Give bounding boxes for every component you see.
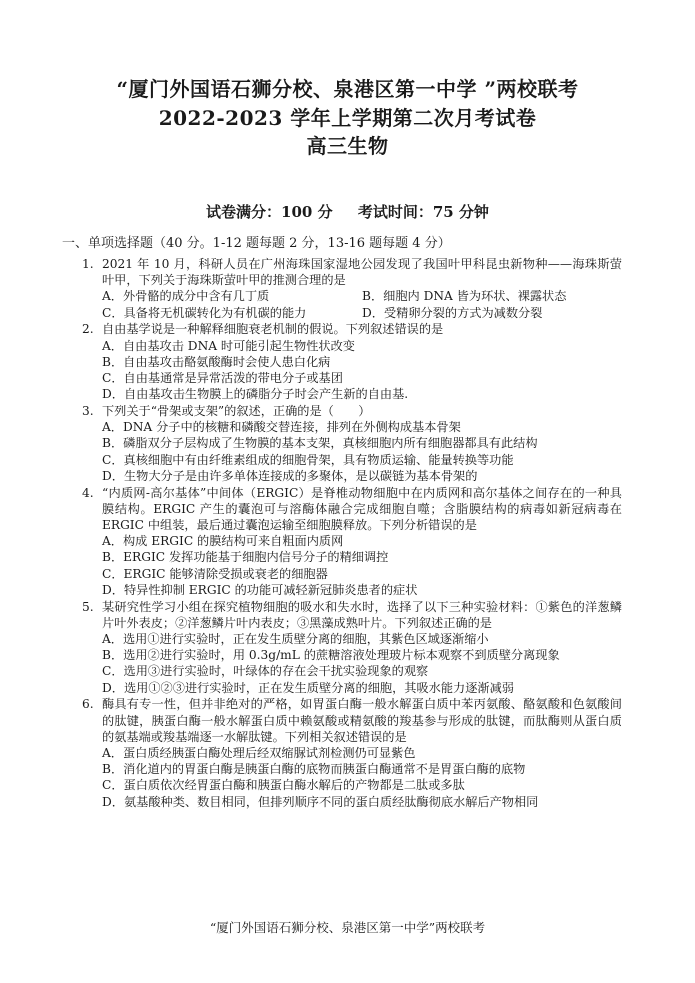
option-b: B．细胞内 DNA 皆为环状、裸露状态 [362, 289, 567, 304]
question-5 [62, 599, 622, 696]
question-list [62, 256, 622, 810]
question-stem: “内质网-高尔基体”中间体（ERGIC）是脊椎动物细胞中在内质网和高尔基体之间存在的一种具膜结构。ERGIC 产生的囊泡可与溶酶体融合完成细胞自噬；含脂膜结构的病毒如新冠病毒在 ERGIC 中组装，最后通过囊泡运输至细胞膜释放。下列分析错误的是 [102, 485, 622, 533]
option-d: D．选用①②③进行实验时，正在发生质壁分离的细胞，其吸水能力逐渐减弱 [102, 680, 514, 695]
option-b: B．消化道内的胃蛋白酶是胰蛋白酶的底物而胰蛋白酶通常不是胃蛋白酶的底物 [102, 762, 526, 777]
option-d: D．氨基酸种类、数目相同，但排列顺序不同的蛋白质经肽酶彻底水解后产物相同 [102, 794, 539, 809]
question-number: 6. [82, 697, 94, 712]
question-6 [62, 696, 622, 809]
option-d: D．生物大分子是由许多单体连接成的多聚体，是以碳链为基本骨架的 [102, 468, 478, 483]
exam-title-line-1: “厦门外国语石狮分校、泉港区第一中学 ”两校联考 [116, 77, 579, 101]
option-b: B．磷脂双分子层构成了生物膜的基本支架，真核细胞内所有细胞器都具有此结构 [102, 436, 538, 451]
option-d: D．自由基攻击生物膜上的磷脂分子时会产生新的自由基. [102, 387, 409, 402]
option-a: A．构成 ERGIC 的膜结构可来自粗面内质网 [102, 534, 344, 549]
option-a: A．选用①进行实验时，正在发生质壁分离的细胞，其紫色区域逐渐缩小 [102, 632, 489, 647]
option-a: A．DNA 分子中的核糖和磷酸交替连接，排列在外侧构成基本骨架 [102, 420, 461, 435]
option-b: B．自由基攻击酪氨酸酶时会使人患白化病 [102, 354, 331, 369]
question-stem: 某研究性学习小组在探究植物细胞的吸水和失水时，选择了以下三种实验材料：①紫色的洋葱鳞片叶外表皮；②洋葱鳞片叶内表皮；③黑藻成熟叶片。下列叙述正确的是 [102, 599, 622, 630]
option-list [102, 288, 622, 320]
exam-subject-title: 高三生物 [306, 134, 389, 158]
exam-meta [0, 202, 695, 222]
full-score: 试卷满分：100 分 [206, 203, 333, 221]
option-c: C．真核细胞中有由纤维素组成的细胞骨架，具有物质运输、能量转换等功能 [102, 452, 514, 467]
question-4 [62, 485, 622, 598]
option-list [102, 338, 622, 403]
option-list [102, 419, 622, 484]
question-number: 2. [82, 322, 94, 337]
option-c: C．具备将无机碳转化为有机碳的能力 [102, 305, 307, 320]
question-stem: 2021 年 10 月，科研人员在广州海珠国家湿地公园发现了我国叶甲科昆虫新物种——海珠斯萤叶甲，下列关于海珠斯萤叶甲的推测合理的是 [102, 257, 622, 288]
question-2 [62, 321, 622, 402]
option-list [102, 745, 622, 810]
page-footer: “厦门外国语石狮分校、泉港区第一中学”两校联考 [209, 920, 486, 935]
question-number: 3. [82, 404, 94, 419]
option-c: C．ERGIC 能够清除受损或衰老的细胞器 [102, 566, 328, 581]
option-d: D．受精卵分裂的方式为减数分裂 [362, 305, 543, 320]
option-c: C．选用③进行实验时，叶绿体的存在会干扰实验现象的观察 [102, 664, 429, 679]
question-number: 5. [82, 599, 94, 614]
question-number: 4. [82, 485, 94, 500]
option-a: A．外骨骼的成分中含有几丁质 [102, 289, 270, 304]
question-stem: 下列关于“骨架或支架”的叙述，正确的是（ ） [102, 404, 371, 419]
question-1 [62, 256, 622, 321]
option-b: B．选用②进行实验时，用 0.3g/mL 的蔗糖溶液处理玻片标本观察不到质壁分离现象 [102, 648, 560, 663]
question-number: 1. [82, 257, 94, 271]
option-a: A．蛋白质经胰蛋白酶处理后经双缩脲试剂检测仍可显紫色 [102, 746, 416, 761]
option-b: B．ERGIC 发挥功能基于细胞内信号分子的精细调控 [102, 550, 389, 565]
option-list [102, 533, 622, 598]
question-3 [62, 403, 622, 484]
exam-time: 考试时间：75 分钟 [357, 203, 489, 221]
option-list [102, 631, 622, 696]
option-c: C．蛋白质依次经胃蛋白酶和胰蛋白酶水解后的产物都是二肽或多肽 [102, 778, 465, 793]
section-heading: 一、单项选择题（40 分。1-12 题每题 2 分，13-16 题每题 4 分） [62, 236, 451, 251]
question-stem: 酶具有专一性，但并非绝对的严格，如胃蛋白酶一般水解蛋白质中苯丙氨酸、酪氨酸和色氨酸间的肽键，胰蛋白酶一般水解蛋白质中赖氨酸或精氨酸的羧基参与形成的肽键，而肽酶则从蛋白质的氨基端或羧基端逐一水解肽键。下列相关叙述错误的是 [102, 697, 622, 744]
option-a: A．自由基攻击 DNA 时可能引起生物性状改变 [102, 338, 355, 353]
option-d: D．特异性抑制 ERGIC 的功能可减轻新冠肺炎患者的症状 [102, 582, 418, 597]
question-stem: 自由基学说是一种解释细胞衰老机制的假说。下列叙述错误的是 [102, 322, 444, 337]
exam-title-line-2: 2022-2023 学年上学期第二次月考试卷 [158, 106, 537, 130]
option-c: C．自由基通常是异常活泼的带电分子或基团 [102, 371, 343, 386]
